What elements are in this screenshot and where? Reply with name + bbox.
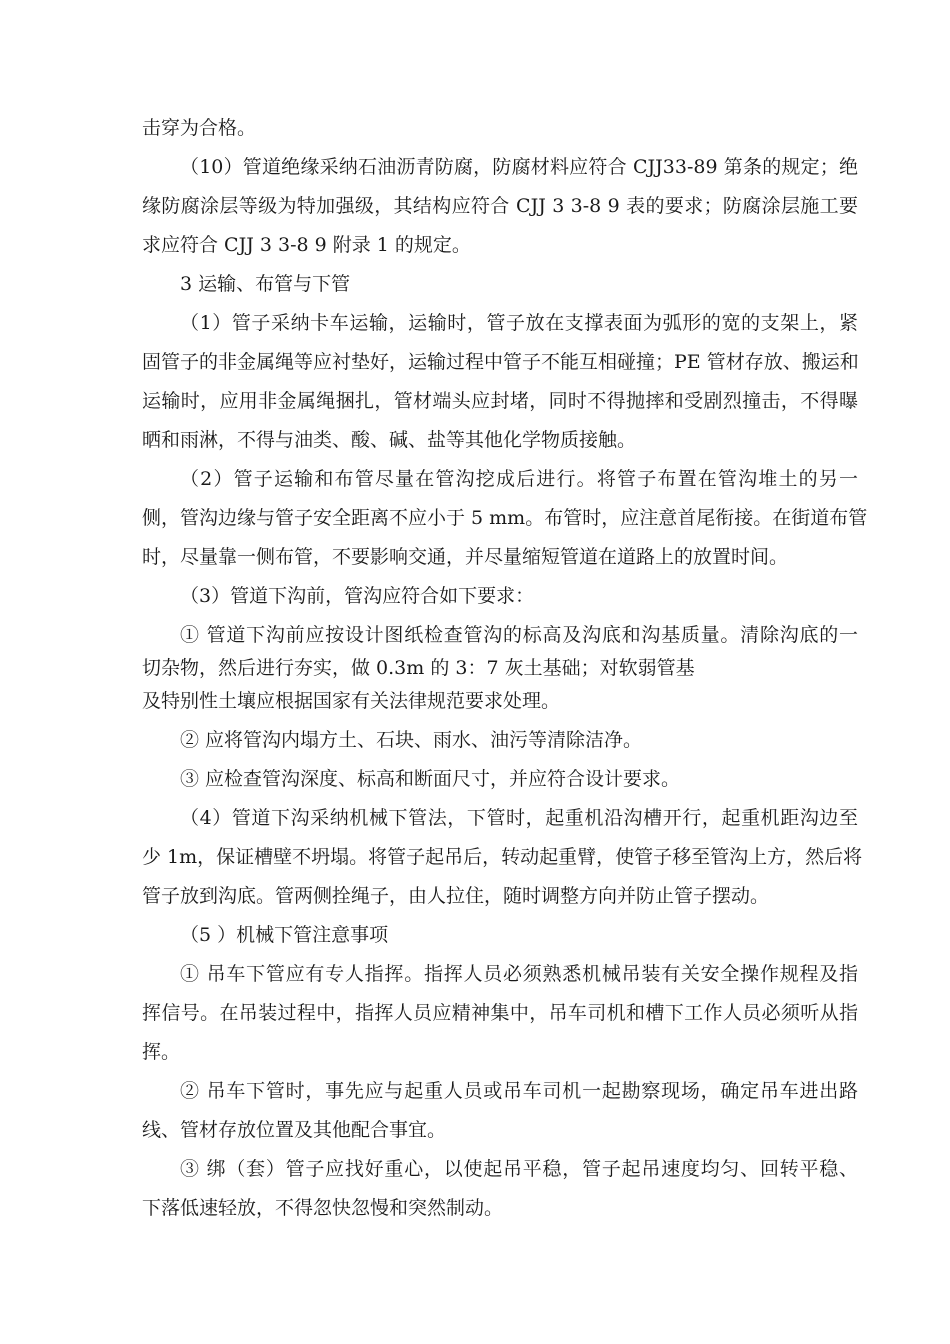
text-line: 少 1m，保证槽壁不坍塌。将管子起吊后，转动起重臂，使管子移至管沟上方，然后将 [142,846,863,868]
text-line: 运输时，应用非金属绳捆扎，管材端头应封堵，同时不得抛摔和受剧烈撞击，不得曝 [142,390,858,412]
text-line: ② 吊车下管时，事先应与起重人员或吊车司机一起勘察现场，确定吊车进出路 [180,1080,858,1102]
section-heading: 3 运输、布管与下管 [180,273,351,295]
text-line: 时，尽量靠一侧布管，不要影响交通，并尽量缩短管道在道路上的放置时间。 [142,546,789,568]
text-line: ① 吊车下管应有专人指挥。指挥人员必须熟悉机械吊装有关安全操作规程及指 [180,963,858,985]
text-line: （4）管道下沟采纳机械下管法，下管时，起重机沿沟槽开行，起重机距沟边至 [180,807,858,829]
text-line: （10）管道绝缘采纳石油沥青防腐，防腐材料应符合 CJJ33-89 第条的规定；绝 [180,156,858,178]
text-line: 侧，管沟边缘与管子安全距离不应小于 5 mm。布管时，应注意首尾衔接。在街道布管 [142,507,868,529]
text-line: 管子放到沟底。管两侧拴绳子，由人拉住，随时调整方向并防止管子摆动。 [142,885,770,907]
text-line: 求应符合 CJJ 3 3-8 9 附录 1 的规定。 [142,234,471,256]
text-line: 固管子的非金属绳等应衬垫好，运输过程中管子不能互相碰撞；PE 管材存放、搬运和 [142,351,859,373]
text-line: 下落低速轻放，不得忽快忽慢和突然制动。 [142,1197,504,1219]
text-line: ② 应将管沟内塌方土、石块、雨水、油污等清除洁净。 [180,729,643,751]
text-line: 晒和雨淋，不得与油类、酸、碱、盐等其他化学物质接触。 [142,429,637,451]
text-line: （1）管子采纳卡车运输，运输时，管子放在支撑表面为弧形的宽的支架上，紧 [180,312,858,334]
text-line: （5 ）机械下管注意事项 [180,924,389,946]
text-line: 及特别性土壤应根据国家有关法律规范要求处理。 [142,690,561,712]
text-line: （2）管子运输和布管尽量在管沟挖成后进行。将管子布置在管沟堆土的另一 [180,468,858,490]
text-line: （3）管道下沟前，管沟应符合如下要求： [180,585,535,607]
text-line: ③ 绑（套）管子应找好重心，以使起吊平稳，管子起吊速度均匀、回转平稳、 [180,1158,858,1180]
text-line: 挥。 [142,1041,181,1063]
text-line: 切杂物，然后进行夯实，做 0.3m 的 3：7 灰土基础；对软弱管基 [142,657,695,679]
text-line: 挥信号。在吊装过程中，指挥人员应精神集中，吊车司机和槽下工作人员必须听从指 [142,1002,858,1024]
text-line: 缘防腐涂层等级为特加强级，其结构应符合 CJJ 3 3-8 9 表的要求；防腐涂层施工要 [142,195,858,217]
text-line: ③ 应检查管沟深度、标高和断面尺寸，并应符合设计要求。 [180,768,681,790]
text-line: 线、管材存放位置及其他配合事宜。 [142,1119,447,1141]
text-line: ① 管道下沟前应按设计图纸检查管沟的标高及沟底和沟基质量。清除沟底的一 [180,624,858,646]
text-line: 击穿为合格。 [142,117,257,139]
